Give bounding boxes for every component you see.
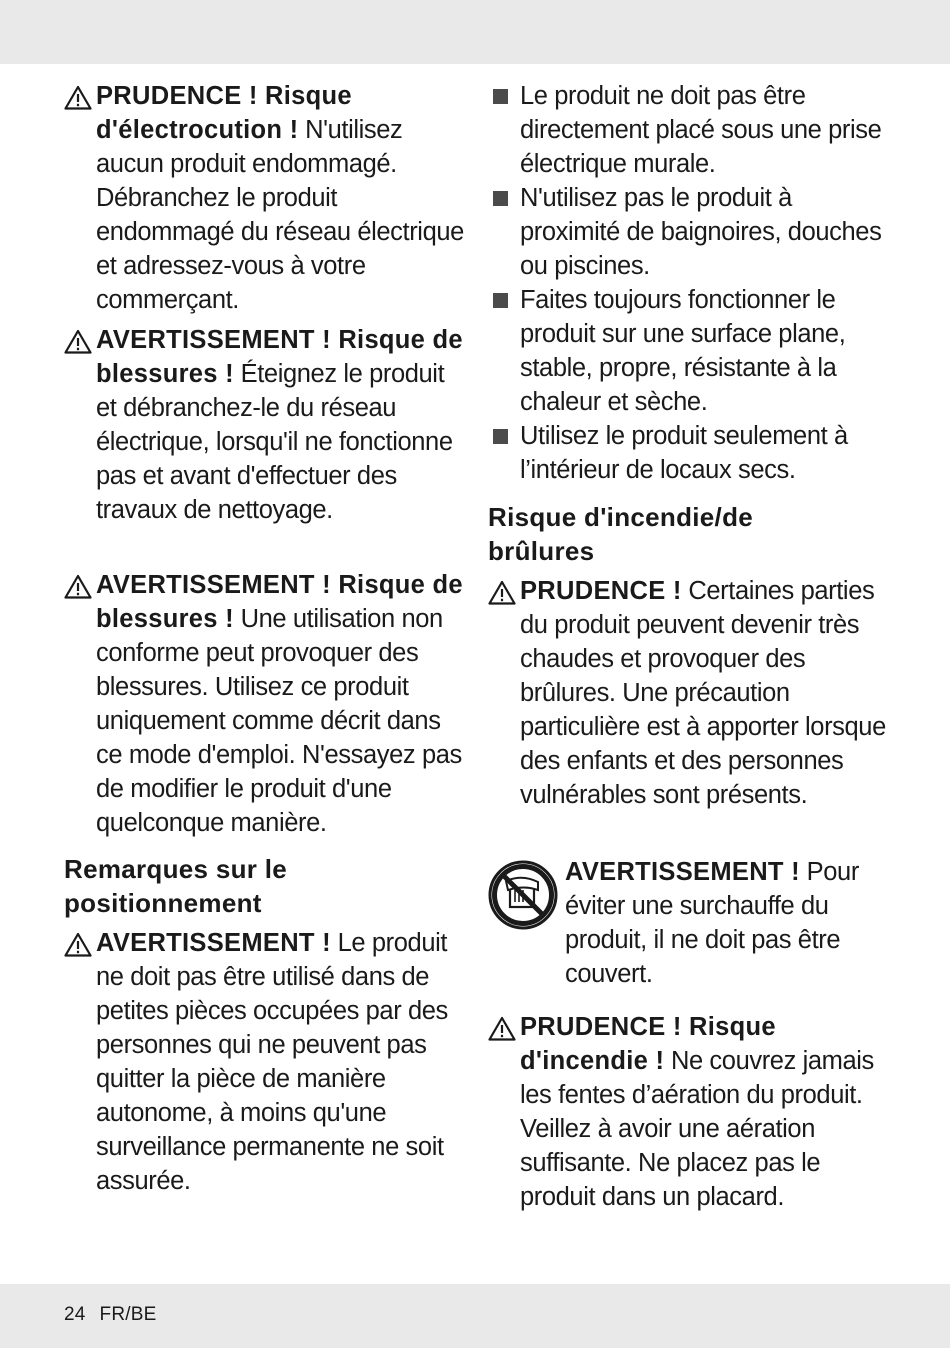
warning-text: Le produit ne doit pas être utilisé dans de petites pièces occupées par des personnes qui ne peuvent pas quitter la pièce de manière autonome, à moins qu'une surveillance permanente ne soit assurée. bbox=[96, 929, 448, 1195]
fire-heading: Risque d'incendie/de brûlures bbox=[488, 502, 754, 566]
warning-injury-2 bbox=[64, 568, 464, 840]
warning-text: Éteignez le produit et débranchez-le du réseau électrique, lorsqu'il ne fonctionne pas et avant d'effectuer des travaux de nettoyage. bbox=[96, 360, 453, 524]
warning-injury-1 bbox=[64, 323, 464, 527]
signal-word: AVERTISSEMENT ! Risque de blessures ! bbox=[96, 571, 463, 633]
signal-word: AVERTISSEMENT ! bbox=[96, 929, 331, 957]
signal-word: PRUDENCE ! Risque d'incendie ! bbox=[520, 1013, 776, 1075]
warning-text: N'utilisez aucun produit endommagé. Débranchez le produit endommagé du réseau électrique et adressez-vous à votre commerçant. bbox=[96, 116, 464, 314]
header-band bbox=[0, 0, 950, 64]
caution-burns bbox=[488, 574, 888, 812]
signal-word: PRUDENCE ! Risque d'électrocution ! bbox=[96, 82, 352, 144]
signal-word: PRUDENCE ! bbox=[520, 577, 682, 605]
warning-no-cover bbox=[565, 855, 885, 991]
warning-triangle-icon bbox=[488, 574, 518, 605]
locale-label: FR/BE bbox=[99, 1304, 157, 1325]
bullet-text: Faites toujours fonctionner le produit sur une surface plane, stable, propre, résistante à la chaleur et sèche. bbox=[520, 286, 846, 416]
bullet-text: N'utilisez pas le produit à proximité de baignoires, douches ou piscines. bbox=[520, 184, 882, 280]
bullet-text: Utilisez le produit seulement à l’intérieur de locaux secs. bbox=[520, 422, 848, 484]
warning-text: Une utilisation non conforme peut provoquer des blessures. Utilisez ce produit uniquement comme décrit dans ce mode d'emploi. N'essayez pas de modifier le produit d'une quelconque manière. bbox=[96, 605, 462, 837]
warning-text: Certaines parties du produit peuvent devenir très chaudes et provoquer des brûlures. Une précaution particulière est à apporter lorsque des enfants et des personnes vulnérables sont présents. bbox=[520, 577, 886, 809]
warning-triangle-icon bbox=[64, 79, 94, 110]
warning-triangle-icon bbox=[488, 1010, 518, 1041]
warning-triangle-icon bbox=[64, 568, 94, 599]
warning-triangle-icon bbox=[64, 323, 94, 354]
warning-text: Ne couvrez jamais les fentes d’aération du produit. Veillez à avoir une aération suffisante. Ne placez pas le produit dans un placard. bbox=[520, 1047, 874, 1211]
signal-word: AVERTISSEMENT ! Risque de blessures ! bbox=[96, 326, 463, 388]
list-item bbox=[488, 181, 888, 283]
page-footer bbox=[64, 1304, 157, 1326]
page-number: 24 bbox=[64, 1304, 86, 1325]
warning-text: Pour éviter une surchauffe du produit, il ne doit pas être couvert. bbox=[565, 858, 859, 988]
bullet-square-icon bbox=[493, 191, 508, 206]
warning-triangle-icon bbox=[64, 926, 94, 957]
list-item bbox=[488, 79, 888, 181]
bullet-square-icon bbox=[493, 293, 508, 308]
warning-positioning bbox=[64, 926, 464, 1198]
bullet-square-icon bbox=[493, 429, 508, 444]
list-item bbox=[488, 419, 888, 487]
bullet-square-icon bbox=[493, 89, 508, 104]
do-not-cover-icon bbox=[488, 860, 558, 935]
warning-electrocution bbox=[64, 79, 464, 317]
bullet-text: Le produit ne doit pas être directement placé sous une prise électrique murale. bbox=[520, 82, 882, 178]
caution-fire bbox=[488, 1010, 888, 1214]
positioning-heading: Remarques sur le positionnement bbox=[64, 854, 288, 918]
signal-word: AVERTISSEMENT ! bbox=[565, 858, 800, 886]
list-item bbox=[488, 283, 888, 419]
